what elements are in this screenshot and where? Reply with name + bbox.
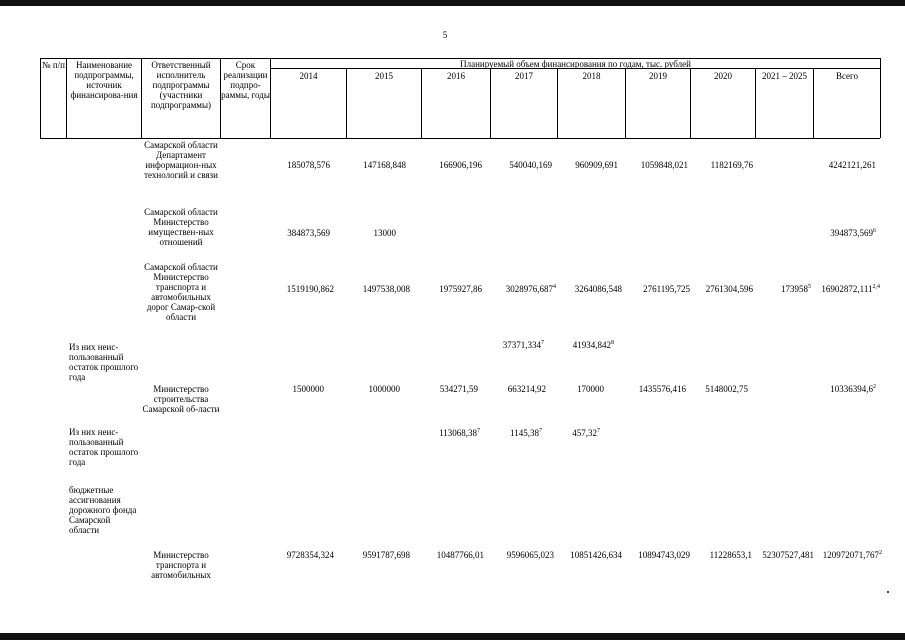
header-year-2017: 2017 — [515, 71, 533, 81]
row-value: 41934,842$^8$ — [572, 340, 614, 350]
row-value: 1435576,416 — [638, 384, 686, 394]
row-value: 10894743,029 — [638, 550, 690, 560]
row-value: 384873,569 — [287, 228, 330, 238]
row-executor: Министерство транспорта и автомобильных — [151, 550, 211, 580]
row-value: 113068,38$^7$ — [439, 428, 480, 438]
row-value: 9728354,324 — [286, 550, 334, 560]
row-source-name: бюджетные ассигнования дорожного фонда Самарской области — [69, 485, 137, 535]
row-value: 3028976,687$^4$ — [505, 284, 556, 294]
row-value: 394873,569$^6$ — [830, 228, 876, 238]
row-value: 16902872,111$^{2,4}$ — [821, 284, 880, 294]
row-value: 147168,848 — [363, 160, 406, 170]
row-executor: Самарской области Министерство имуществен-ных отношений — [144, 207, 218, 247]
grid-line — [880, 58, 881, 138]
header-year-2019: 2019 — [649, 71, 667, 81]
header-year-2016: 2016 — [447, 71, 465, 81]
header-total: Всего — [835, 71, 859, 81]
row-value: 534271,59 — [439, 384, 478, 394]
row-value: 52307527,481 — [762, 550, 814, 560]
header-col-name: Наименование подпрограммы, источник финансирова-ния — [70, 60, 138, 100]
header-year-2015: 2015 — [375, 71, 393, 81]
top-border — [0, 0, 905, 6]
row-value: 1975927,86 — [439, 284, 482, 294]
grid-line — [270, 58, 271, 138]
row-value: 11228653,1 — [709, 550, 752, 560]
row-value: 1000000 — [368, 384, 400, 394]
row-value: 1182169,76 — [710, 160, 753, 170]
row-source-name: Из них неис-пользованный остаток прошлого года — [69, 342, 139, 382]
row-value: 663214,92 — [507, 384, 546, 394]
header-year-2021-2025: 2021 – 2025 — [762, 71, 807, 81]
header-funding-title: Планируемый объем финансирования по годам, тыс. рублей — [460, 59, 691, 69]
row-value: 1059848,021 — [640, 160, 688, 170]
row-value: 166906,196 — [439, 160, 482, 170]
header-col-term: Срок реализации подпро-раммы, годы — [221, 60, 270, 100]
header-col-exec: Ответственный исполнитель подпрограммы (участники подпрограммы) — [150, 60, 212, 110]
row-value: 5148002,75 — [705, 384, 748, 394]
bottom-border — [0, 633, 905, 640]
header-col-num: № п/п — [42, 60, 65, 70]
row-value: 4242121,261 — [828, 160, 876, 170]
row-source-name: Из них неис-пользованный остаток прошлого года — [69, 427, 139, 467]
row-value: 960909,691 — [575, 160, 618, 170]
row-executor: Самарской области Департамент информацион-ных технологий и связи — [144, 140, 218, 180]
header-year-2018: 2018 — [582, 71, 601, 81]
header-year-2014: 2014 — [299, 71, 318, 81]
grid-line — [40, 58, 41, 138]
row-value: 1145,38$^7$ — [510, 428, 542, 438]
row-value: 10336394,6$^2$ — [830, 384, 876, 394]
row-value: 540040,169 — [509, 160, 552, 170]
header-year-2020: 2020 — [714, 71, 732, 81]
row-value: 173958$^5$ — [781, 284, 811, 294]
row-value: 457,32$^7$ — [572, 428, 600, 438]
row-value: 9591787,698 — [362, 550, 410, 560]
row-value: 1500000 — [292, 384, 324, 394]
row-value: 120972071,767$^2$ — [822, 550, 882, 560]
row-executor: Самарской области Министерство транспорта и автомобильных дорог Самар-ской области — [144, 262, 218, 322]
row-value: 37371,334$^7$ — [502, 340, 544, 350]
row-executor: Министерство строительства Самарской об-ласти — [142, 384, 220, 414]
row-value: 2761195,725 — [643, 284, 690, 294]
row-value: 1497538,008 — [362, 284, 410, 294]
header-bottom-line — [40, 138, 880, 139]
row-value: 185078,576 — [287, 160, 330, 170]
row-value: 1519190,862 — [286, 284, 334, 294]
row-value: 10851426,634 — [570, 550, 622, 560]
row-value: 2761304,596 — [705, 284, 753, 294]
row-value: 3264086,548 — [574, 284, 622, 294]
page-number: 5 — [442, 30, 448, 40]
row-value: 9596065,023 — [506, 550, 554, 560]
scan-speck — [887, 591, 889, 593]
row-value: 10487766,01 — [436, 550, 484, 560]
row-value: 170000 — [577, 384, 604, 394]
row-value: 13000 — [373, 228, 396, 238]
